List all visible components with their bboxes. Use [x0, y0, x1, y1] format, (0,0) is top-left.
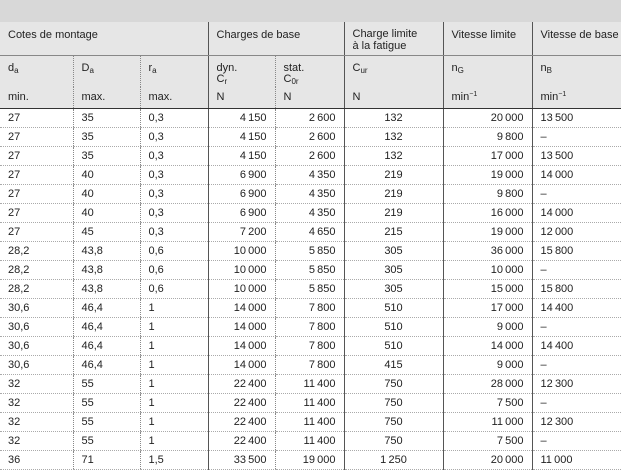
cell-nB: 14 000 — [532, 203, 621, 222]
cell-Da-max: 46,4 — [73, 336, 140, 355]
table-row — [0, 355, 621, 374]
table-row — [0, 450, 621, 469]
cell-C0r-stat: 11 400 — [275, 412, 344, 431]
cell-nB: – — [532, 127, 621, 146]
cell-ra-max: 0,3 — [140, 222, 208, 241]
cell-nB: 13 500 — [532, 108, 621, 127]
header-cotes-de-montage: Cotes de montage — [0, 22, 208, 55]
symbol-Cur: $C_{ur}$ — [344, 55, 443, 87]
cell-nB: 15 800 — [532, 279, 621, 298]
cell-nG: 17 000 — [443, 298, 532, 317]
cell-ra-max: 0,3 — [140, 165, 208, 184]
cell-ra-max: 0,3 — [140, 127, 208, 146]
cell-C0r-stat: 2 600 — [275, 108, 344, 127]
table-row — [0, 165, 621, 184]
cell-da-min: 27 — [0, 165, 73, 184]
cell-Cr-dyn: 14 000 — [208, 298, 275, 317]
cell-nB: – — [532, 260, 621, 279]
cell-nG: 9 000 — [443, 355, 532, 374]
cell-da-min: 36 — [0, 450, 73, 469]
cell-Cr-dyn: 4 150 — [208, 146, 275, 165]
cell-C0r-stat: 7 800 — [275, 355, 344, 374]
charge-limite-line2: à la fatigue — [352, 40, 407, 52]
unit-ra: max. — [140, 87, 208, 108]
table-row — [0, 336, 621, 355]
cell-Da-max: 43,8 — [73, 279, 140, 298]
symbol-ra: $r_a$ — [140, 55, 208, 87]
cell-nG: 16 000 — [443, 203, 532, 222]
unit-da: min. — [0, 87, 73, 108]
cell-Cr-dyn: 6 900 — [208, 165, 275, 184]
cell-da-min: 27 — [0, 222, 73, 241]
cell-nB: – — [532, 431, 621, 450]
cell-Da-max: 43,8 — [73, 241, 140, 260]
table-row — [0, 203, 621, 222]
cell-Da-max: 55 — [73, 374, 140, 393]
cell-nG: 9 800 — [443, 184, 532, 203]
cell-Cur: 415 — [344, 355, 443, 374]
cell-Da-max: 35 — [73, 108, 140, 127]
cell-Cr-dyn: 6 900 — [208, 203, 275, 222]
table-row — [0, 317, 621, 336]
bearing-data-table — [0, 22, 621, 470]
table-row — [0, 260, 621, 279]
cell-da-min: 27 — [0, 184, 73, 203]
cell-nB: – — [532, 393, 621, 412]
table-row — [0, 241, 621, 260]
header-charge-limite — [344, 22, 443, 55]
cell-Da-max: 35 — [73, 127, 140, 146]
cell-C0r-stat: 11 400 — [275, 374, 344, 393]
cell-nG: 19 000 — [443, 165, 532, 184]
cell-Cr-dyn: 7 200 — [208, 222, 275, 241]
cell-ra-max: 0,3 — [140, 203, 208, 222]
cell-Cr-dyn: 14 000 — [208, 336, 275, 355]
cell-da-min: 28,2 — [0, 241, 73, 260]
cell-ra-max: 1 — [140, 374, 208, 393]
cell-Da-max: 40 — [73, 165, 140, 184]
cell-ra-max: 1,5 — [140, 450, 208, 469]
cell-ra-max: 0,3 — [140, 108, 208, 127]
header-row-symbols — [0, 55, 621, 87]
cell-C0r-stat: 5 850 — [275, 241, 344, 260]
cell-nB: 14 400 — [532, 336, 621, 355]
cell-Cur: 305 — [344, 241, 443, 260]
cell-Da-max: 45 — [73, 222, 140, 241]
cell-Cr-dyn: 22 400 — [208, 431, 275, 450]
cell-nB: 15 800 — [532, 241, 621, 260]
cell-ra-max: 1 — [140, 336, 208, 355]
cell-C0r-stat: 4 350 — [275, 165, 344, 184]
cell-Cr-dyn: 22 400 — [208, 374, 275, 393]
cell-ra-max: 0,6 — [140, 241, 208, 260]
cell-Da-max: 71 — [73, 450, 140, 469]
cell-da-min: 32 — [0, 431, 73, 450]
cell-Da-max: 46,4 — [73, 355, 140, 374]
unit-Cur: N — [344, 87, 443, 108]
cell-da-min: 27 — [0, 127, 73, 146]
unit-Da: max. — [73, 87, 140, 108]
cell-Cur: 750 — [344, 374, 443, 393]
cell-da-min: 30,6 — [0, 336, 73, 355]
charge-limite-line1: Charge limite — [352, 28, 418, 40]
table-row — [0, 298, 621, 317]
cell-da-min: 32 — [0, 393, 73, 412]
cell-nG: 28 000 — [443, 374, 532, 393]
cell-Da-max: 43,8 — [73, 260, 140, 279]
cell-Da-max: 46,4 — [73, 298, 140, 317]
cell-Cr-dyn: 22 400 — [208, 412, 275, 431]
header-row-groups — [0, 22, 621, 55]
cell-Cr-dyn: 10 000 — [208, 260, 275, 279]
cell-nG: 9 000 — [443, 317, 532, 336]
cell-da-min: 27 — [0, 108, 73, 127]
cell-C0r-stat: 7 800 — [275, 298, 344, 317]
cell-Cr-dyn: 33 500 — [208, 450, 275, 469]
cell-Cur: 510 — [344, 298, 443, 317]
table-row — [0, 412, 621, 431]
cell-ra-max: 0,3 — [140, 184, 208, 203]
cell-Cur: 219 — [344, 184, 443, 203]
cell-nG: 9 800 — [443, 127, 532, 146]
cell-Cr-dyn: 4 150 — [208, 108, 275, 127]
dyn-label: dyn. — [216, 61, 238, 74]
cell-nG: 10 000 — [443, 260, 532, 279]
table-row — [0, 279, 621, 298]
cell-Cur: 750 — [344, 431, 443, 450]
cell-nB: – — [532, 355, 621, 374]
symbol-Cr: dyn. $C_r$ — [208, 55, 275, 87]
cell-Da-max: 46,4 — [73, 317, 140, 336]
cell-nG: 20 000 — [443, 450, 532, 469]
cell-da-min: 32 — [0, 412, 73, 431]
stat-label: stat. — [283, 61, 305, 74]
cell-Cr-dyn: 6 900 — [208, 184, 275, 203]
header-row-units — [0, 87, 621, 108]
table-row — [0, 127, 621, 146]
cell-Cur: 132 — [344, 146, 443, 165]
cell-C0r-stat: 2 600 — [275, 127, 344, 146]
symbol-Da: $D_a$ — [73, 55, 140, 87]
cell-nG: 11 000 — [443, 412, 532, 431]
cell-ra-max: 0,6 — [140, 279, 208, 298]
cell-Da-max: 55 — [73, 393, 140, 412]
cell-nG: 19 000 — [443, 222, 532, 241]
cell-ra-max: 1 — [140, 431, 208, 450]
table-row — [0, 108, 621, 127]
cell-ra-max: 1 — [140, 298, 208, 317]
header-vitesse-de-base: Vitesse de base — [532, 22, 621, 55]
cell-da-min: 27 — [0, 146, 73, 165]
cell-C0r-stat: 7 800 — [275, 317, 344, 336]
cell-Cur: 510 — [344, 336, 443, 355]
cell-Cr-dyn: 14 000 — [208, 355, 275, 374]
cell-Cr-dyn: 10 000 — [208, 241, 275, 260]
cell-C0r-stat: 11 400 — [275, 393, 344, 412]
cell-nG: 36 000 — [443, 241, 532, 260]
table-row — [0, 146, 621, 165]
cell-Cr-dyn: 14 000 — [208, 317, 275, 336]
cell-C0r-stat: 2 600 — [275, 146, 344, 165]
cell-nB: 14 400 — [532, 298, 621, 317]
cell-ra-max: 1 — [140, 393, 208, 412]
cell-Cr-dyn: 22 400 — [208, 393, 275, 412]
cell-da-min: 27 — [0, 203, 73, 222]
cell-da-min: 30,6 — [0, 355, 73, 374]
cell-nG: 7 500 — [443, 431, 532, 450]
cell-ra-max: 0,6 — [140, 260, 208, 279]
cell-Da-max: 40 — [73, 203, 140, 222]
header-charges-de-base: Charges de base — [208, 22, 344, 55]
cell-C0r-stat: 4 650 — [275, 222, 344, 241]
cell-C0r-stat: 7 800 — [275, 336, 344, 355]
cell-C0r-stat: 4 350 — [275, 184, 344, 203]
cell-Cur: 750 — [344, 393, 443, 412]
table-row — [0, 374, 621, 393]
cell-Cur: 215 — [344, 222, 443, 241]
cell-Cur: 219 — [344, 203, 443, 222]
cell-C0r-stat: 19 000 — [275, 450, 344, 469]
unit-Cr: N — [208, 87, 275, 108]
cell-nB: 14 000 — [532, 165, 621, 184]
cell-C0r-stat: 4 350 — [275, 203, 344, 222]
cell-ra-max: 1 — [140, 412, 208, 431]
cell-da-min: 30,6 — [0, 298, 73, 317]
cell-C0r-stat: 5 850 — [275, 279, 344, 298]
cell-da-min: 32 — [0, 374, 73, 393]
symbol-nG: $n_G$ — [443, 55, 532, 87]
cell-Cur: 510 — [344, 317, 443, 336]
cell-Cur: 1 250 — [344, 450, 443, 469]
cell-Cr-dyn: 4 150 — [208, 127, 275, 146]
cell-Cr-dyn: 10 000 — [208, 279, 275, 298]
header-vitesse-limite: Vitesse limite — [443, 22, 532, 55]
cell-Cur: 132 — [344, 127, 443, 146]
cell-ra-max: 1 — [140, 317, 208, 336]
symbol-C0r: stat. $C_{0r}$ — [275, 55, 344, 87]
cell-nG: 15 000 — [443, 279, 532, 298]
cell-Cur: 219 — [344, 165, 443, 184]
unit-nG: $\min^{-1}$ — [443, 87, 532, 108]
table-row — [0, 222, 621, 241]
table-row — [0, 184, 621, 203]
cell-Da-max: 55 — [73, 412, 140, 431]
cell-C0r-stat: 5 850 — [275, 260, 344, 279]
cell-da-min: 28,2 — [0, 260, 73, 279]
cell-Cur: 132 — [344, 108, 443, 127]
cell-da-min: 30,6 — [0, 317, 73, 336]
cell-ra-max: 1 — [140, 355, 208, 374]
cell-Cur: 305 — [344, 279, 443, 298]
cell-nG: 17 000 — [443, 146, 532, 165]
cell-Da-max: 55 — [73, 431, 140, 450]
cell-nG: 7 500 — [443, 393, 532, 412]
cell-Cur: 750 — [344, 412, 443, 431]
cell-nB: 11 000 — [532, 450, 621, 469]
cell-ra-max: 0,3 — [140, 146, 208, 165]
symbol-nB: $n_B$ — [532, 55, 621, 87]
cell-nB: 13 500 — [532, 146, 621, 165]
cell-nG: 14 000 — [443, 336, 532, 355]
symbol-da: $d_a$ — [8, 61, 19, 75]
unit-nB: $\min^{-1}$ — [532, 87, 621, 108]
cell-Da-max: 40 — [73, 184, 140, 203]
cell-nB: 12 000 — [532, 222, 621, 241]
cell-nB: – — [532, 317, 621, 336]
table-row — [0, 393, 621, 412]
cell-da-min: 28,2 — [0, 279, 73, 298]
cell-nB: 12 300 — [532, 374, 621, 393]
cell-nG: 20 000 — [443, 108, 532, 127]
top-band — [0, 0, 621, 22]
table-row — [0, 431, 621, 450]
cell-nB: 12 300 — [532, 412, 621, 431]
cell-Cur: 305 — [344, 260, 443, 279]
cell-nB: – — [532, 184, 621, 203]
unit-C0r: N — [275, 87, 344, 108]
cell-C0r-stat: 11 400 — [275, 431, 344, 450]
cell-Da-max: 35 — [73, 146, 140, 165]
